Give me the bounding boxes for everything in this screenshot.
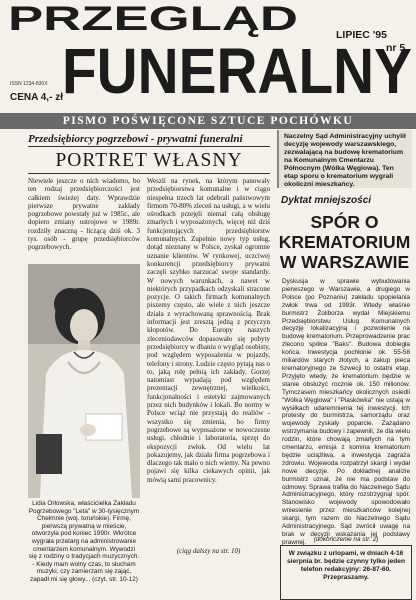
issue-number: nr 5 [386,42,406,54]
masthead [0,0,416,138]
masthead-logo-top [0,0,300,38]
portrait-photo-image [28,264,140,498]
headline-rule-bottom [28,173,270,174]
right-section-label: Dyktat mniejszości [281,195,372,206]
masthead-logo-top-text: PRZEGLĄD [8,0,298,38]
tagline: PISMO POŚWIĘCONE SZTUCE POCHÓWKU [62,115,354,127]
headline-rule-top [28,146,270,147]
lead-headline: PORTRET WŁASNY [55,150,243,171]
lead-continued-note: (ciąg dalszy na str. 10) [176,547,241,555]
photo-caption: Lidia Orłowska, właścicielka Zakładu Pogrzebowego "Leta" w 30-tysięcznym Chełmnie (woj. toruńskie). Firmę, pierwszą prywatną w mieście, otworzyła pod koniec 1990r. Wkrótce wygrała przetarg na administrowanie cmentarzem komunalnym. Wywodzi się z rodziny o tradycjach muzycznych. - Kiedy mam wolny czas, to słucham muzyki, czy zamierzam się zająć, zapadł mi się głowy... (czyt. str. 10-12) [28,500,140,583]
cover-price: CENA 4,- zł [10,92,63,103]
lead-section-label: Przedsiębiorcy pogrzebowi - prywatni funeralni [28,133,243,145]
right-article-body: Dyskusja w sprawie wybudowania pierwszego w Warszawie, a drugiego w Polsce (po Poznaniu) zakładu spopielania zwłok trwa od 1993r. Wtedy właśnie burmistrz Żoliborza wydał Miejskiemu Przedsiębiorstwu Usług Komunalnych decyzję lokalizacyjną i pozwolenie na budowę krematorium. Przeprowadzenie prac zlecono spółce "Baks". Budowa dobiegła końca. Inwestycja pochłonie ok. 55-58 miliardów starych złotych, a zakup pieca krematoryjnego ze Szwecji to ostatni etap. Przyjęto wtedy, że krematorium będzie w stanie obsłużyć rocznie ok. 150 milionów. Tymczasem mieszkańcy okolicznych osiedli "Wólka Węglowa" i "Piaskówka" nie ustają w wysiłkach udaremnienia tej inwestycji. Ich protesty do burmistrza, samorządu oraz wojewody zyskały poparcie. Zażądano wstrzymania budowy i zapewnili, że dla wielu rodzin, które chowają zmarłych na tym cmentarzu, emisja z komina krematorium będzie uciążliwa, a inwestycja zagraża zdrowiu. Wojewoda rozpatrzył skargi i wydał nowe decyzje. Po dokładnej analizie burmistrz uznał, że nie ma podstaw do odmowy. Sprawa trafiła do Naczelnego Sądu Administracyjnego, który rozstrzygnął spór. Stanowisko wojewody spowodowało wniesienie przez mieszkańców kolejnej skargi, tym razem do Naczelnego Sądu Administracyjnego. Sąd zwrócił uwagę na brak w decyzji wskazania jej podstawy prawnej. [282,278,410,546]
right-continued-note: (dokończenie na str. 2) [313,536,379,543]
office-hours-notice: W związku z urlopami, w dniach 4-16 sierpnia br. będzie czynny tylko jeden telefon redakcyjny: 26-87-60. Przepraszamy. [280,545,412,600]
issue-date: LIPIEC '95 [336,29,387,41]
portrait-photo [28,264,140,498]
issn-code: ISSN 1234-830X [10,81,48,87]
right-headline: SPÓR O KREMATORIUM W WARSZAWIE [278,212,411,272]
masthead-logo-main-text: FUNERALNY [62,35,412,107]
lead-column-1: Niewiele jeszcze o nich wiadomo, bo ten rodzaj przedsiębiorczości jest całkiem świeżej daty. Wprawdzie pierwsze prywatne zakłady pogrzebowe powstały już w 1985r., ale dopiero zmiany ustrojowe w 1989r. rozdziły znaczną - liczącą dziś ok. 3 tys. osób - grupę przedsiębiorców pogrzebowych. [28,177,140,252]
sidebar-notice-text: Naczelny Sąd Administracyjny uchylił decyzję wojewody warszawskiego, zezwalającą na budowę krematorium na Komunalnym Cmentarzu Północnym (Wólka Węglowa). Ten etap sporu o krematorium wygrali okoliczni mieszkańcy. [284,133,406,188]
lead-column-2: Weszli na rynek, na którym panowały przedsiębiorstwa komunalne i w ciągu niespełna trzech lat odebrali państwowym firmom 70-80% zleceń na usługi, a w wielu ośrodkach przejęli niemal całą obsługę zmarłych i wyposażonych, więcej niż dziś funkcjonujących przedsiębiorstw komunalnych. Zupełnie nowy typ usług, dotąd nieznany w Polsce, zyskał ogromne uznanie klientów. W rynkowej, uczciwej konkurencji przedsiębiorcy prywatni zaczęli szybko narzucać swoje standardy. W nowych warunkach, a nawet w niektórych przypadkach odzyskali stracone pozycje. O takich firmach komunalnych piszemy często, ale wiele z nich jeszcze działa z wyrachowaną sprawnością. Brak informacji jest zresztą jedną z przyczyn kłopotów. Do Europy naszych zleceniodawców dopasowało się pobyty przedsiębiorcy w dbaniu o wygląd osobisty, pod względem wyposażenia w pojazdy, telefony i strony. Ludzie często pytają nas o to, jaką rolę pełnią ich zakłady. Gorzej natomiast wypadają pod względem prezentacji zewnętrznej, wielkości, funkcjonalności i estetyki zajmowanych przez nich budynków i lokali. Bo normy w Polsce wciąż nie przystają do realiów - wszystko się zmienia, bo firmy pogrzebowe są wyposażone w nowoczesne usługi, chłodnie i laboratoria, sprzęt do ekspozycji zwłok. Od wielu lat pokazujemy, jak działa firma pogrzebowa i dlaczego tak mało o nich wiemy. Na pewno pojawi się kilka ciekawych opinii, jak mówią sami pracownicy. [147,177,270,484]
